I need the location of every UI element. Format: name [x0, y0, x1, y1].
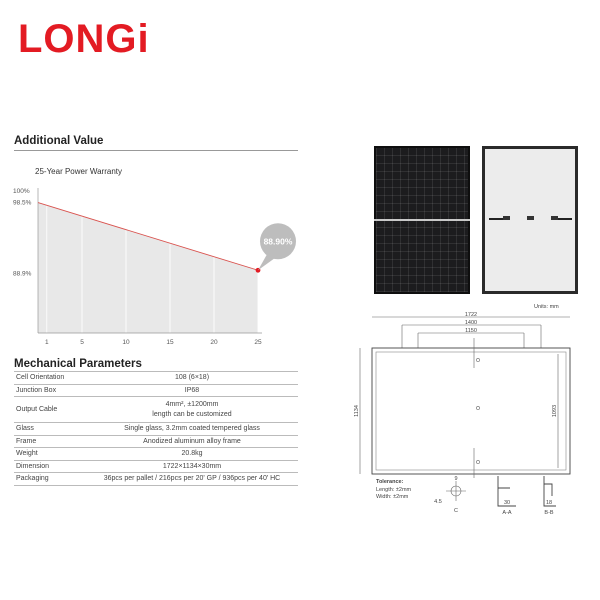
detail-c-label: C: [454, 508, 458, 514]
param-value: IP68: [86, 384, 298, 397]
chart-x-tick-label: 25: [254, 339, 262, 346]
param-key: Cell Orientation: [14, 372, 86, 385]
dim-9-label: 9: [454, 476, 458, 482]
dim-45-label: 4.5: [434, 499, 442, 505]
param-key: Weight: [14, 448, 86, 461]
tolerance-length: Length: ±2mm: [376, 486, 412, 493]
dim-1400-label: 1400: [464, 320, 478, 326]
panel-inner-outline: [376, 352, 566, 470]
warranty-chart: [0, 180, 300, 350]
param-key: Glass: [14, 423, 86, 436]
chart-area-fill: [38, 203, 258, 333]
section-divider: [14, 150, 298, 151]
panel-half-cell-divider: [374, 219, 470, 221]
section-title-mechanical-parameters: Mechanical Parameters: [14, 358, 142, 370]
junction-box-right: [551, 216, 558, 220]
param-row: [14, 372, 298, 385]
solar-panel-back-image: [482, 146, 578, 294]
mounting-hole: [476, 460, 479, 463]
param-row: [14, 473, 298, 486]
chart-y-tick-label: 100%: [13, 188, 30, 195]
units-label: Units: mm: [534, 304, 559, 310]
junction-box-left: [503, 216, 510, 220]
mounting-hole: [476, 358, 479, 361]
param-row: [14, 435, 298, 448]
param-row: [14, 423, 298, 436]
dim-height-label: 1134: [354, 405, 360, 417]
chart-x-tick-label: 20: [210, 339, 218, 346]
param-value: 20.8kg: [86, 448, 298, 461]
chart-y-tick-label: 98.5%: [13, 199, 32, 207]
param-key: Junction Box: [14, 384, 86, 397]
chart-x-tick-label: 15: [166, 339, 174, 346]
chart-annotation-pointer: [258, 254, 276, 270]
dim-length-label: 1722: [464, 312, 478, 318]
chart-x-tick-label: 10: [122, 339, 130, 346]
mounting-hole: [476, 406, 479, 409]
param-value: 1722×1134×30mm: [86, 460, 298, 473]
param-row: [14, 384, 298, 397]
chart-y-tick-label: 88.9%: [13, 270, 32, 278]
param-value-line: length can be customized: [152, 410, 232, 418]
dim-1093-label: 1093: [552, 404, 558, 418]
param-value: [86, 397, 298, 423]
param-key: Dimension: [14, 460, 86, 473]
param-key: Output Cable: [14, 397, 86, 423]
output-cable-right: [558, 218, 572, 220]
param-row: [14, 460, 298, 473]
param-value: 108 (6×18): [86, 372, 298, 385]
param-row: [14, 397, 298, 423]
chart-x-tick-label: 5: [80, 339, 84, 346]
dim-18-label: 18: [545, 500, 553, 506]
mechanical-parameters-table: [14, 371, 298, 486]
chart-x-tick-label: 1: [44, 339, 49, 346]
tolerance-note: [376, 479, 411, 502]
param-key: Packaging: [14, 473, 86, 486]
param-row: [14, 448, 298, 461]
param-key: Frame: [14, 435, 86, 448]
section-b-b-label: B-B: [544, 510, 554, 516]
section-title-additional-value: Additional Value: [14, 135, 104, 147]
chart-annotation-label: 88.90%: [263, 236, 293, 247]
output-cable-left: [489, 218, 503, 220]
section-a-a-label: A-A: [502, 510, 512, 516]
dim-1150-label: 1150: [465, 328, 477, 334]
param-value: Single glass, 3.2mm coated tempered glass: [86, 423, 298, 436]
logo-text: LONGi: [18, 17, 150, 61]
param-value: Anodized aluminum alloy frame: [86, 435, 298, 448]
chart-subtitle: 25-Year Power Warranty: [35, 167, 122, 176]
junction-box-center: [527, 216, 534, 220]
tolerance-title: Tolerance:: [376, 479, 404, 485]
param-value-line: 4mm², ±1200mm: [165, 401, 219, 409]
dim-30-label: 30: [503, 500, 511, 506]
param-value: 36pcs per pallet / 216pcs per 20' GP / 936pcs per 40' HC: [86, 473, 298, 486]
longi-logo: [16, 8, 156, 62]
tolerance-width: Width: ±2mm: [376, 494, 409, 501]
panel-outline: [372, 348, 570, 474]
